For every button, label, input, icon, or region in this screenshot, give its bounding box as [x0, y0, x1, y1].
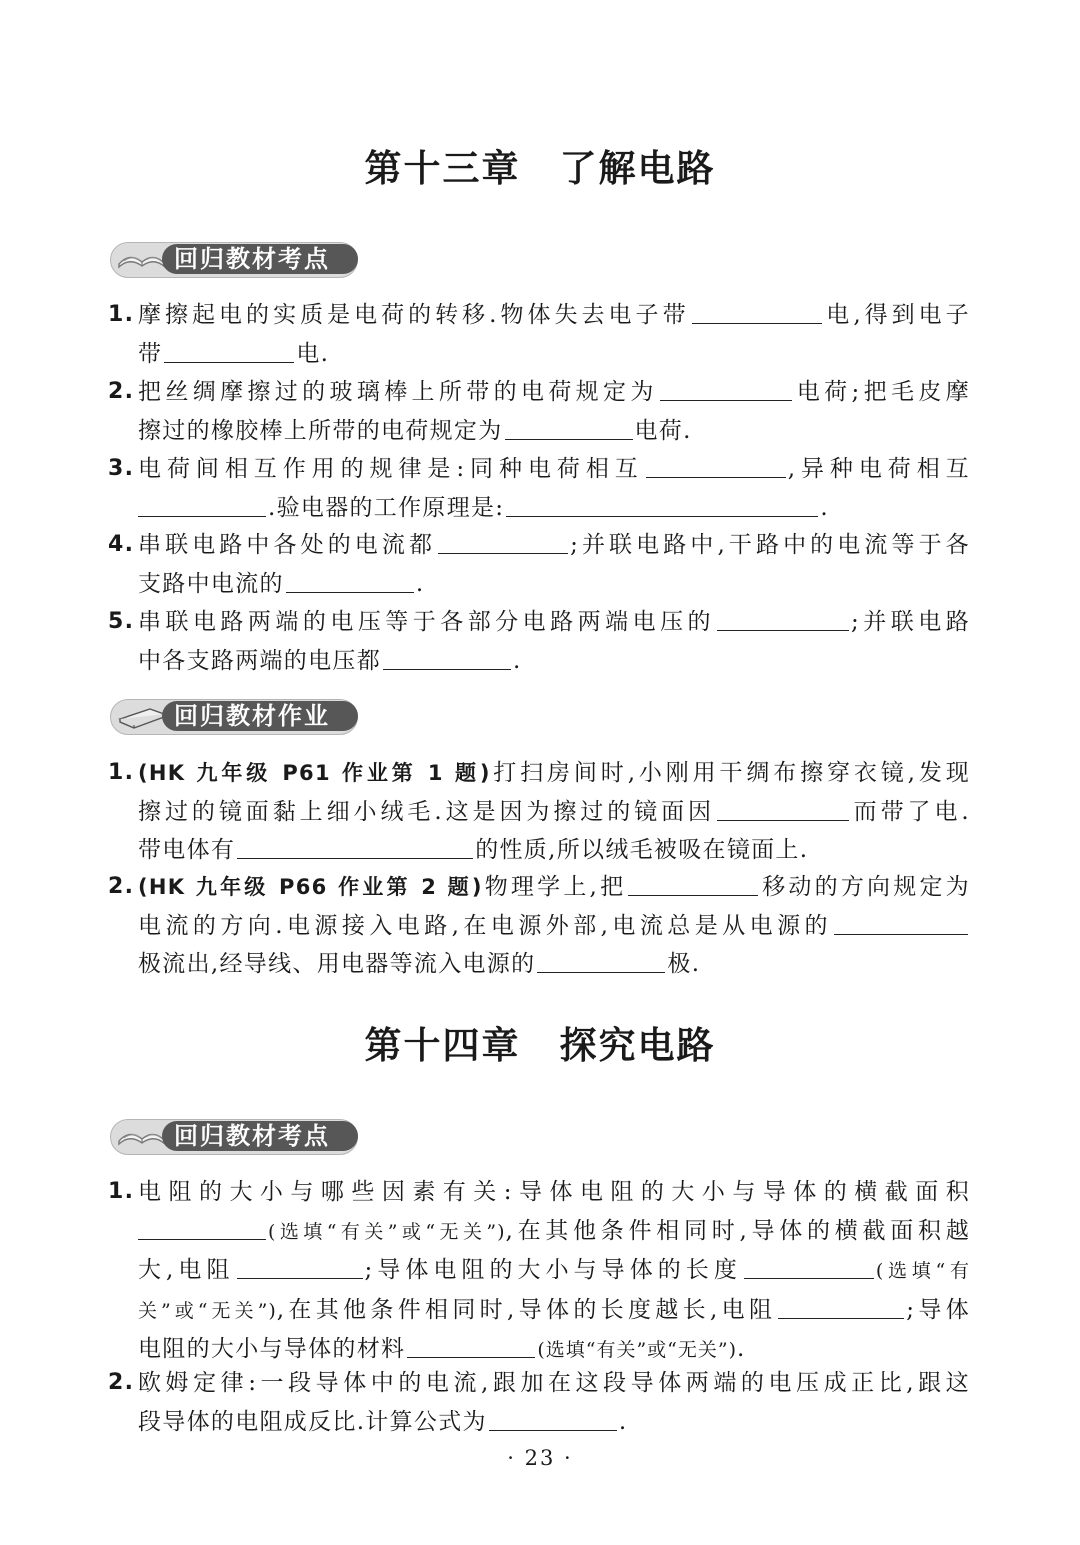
question-13-1: 1. 摩擦起电的实质是电荷的转移.物体失去电子带 电,得到电子 带 电.	[108, 296, 970, 373]
homework-13-2: 2. (HK 九年级 P66 作业第 2 题)物理学上,把 移动的方向规定为 电流的方向.电源接入电路,在电源外部,电流总是从电源的 极流出,经导线、用电器等流入电源的 极.	[108, 868, 970, 984]
answer-blank[interactable]	[660, 376, 792, 401]
question-13-2: 2. 把丝绸摩擦过的玻璃棒上所带的电荷规定为 电荷;把毛皮摩 擦过的橡胶棒上所带的电荷规定为 电荷.	[108, 373, 970, 450]
question-14-2: 2. 欧姆定律:一段导体中的电流,跟加在这段导体两端的电压成正比,跟这 段导体的电阻成反比.计算公式为 .	[108, 1370, 970, 1435]
answer-blank[interactable]	[138, 1215, 266, 1240]
answer-blank[interactable]	[383, 645, 511, 670]
question-13-3: 3. 电荷间相互作用的规律是:同种电荷相互 ,异种电荷相互 .验电器的工作原理是: .	[108, 450, 970, 527]
question-13-4: 4. 串联电路中各处的电流都 ;并联电路中,干路中的电流等于各 支路中电流的 .	[108, 526, 970, 603]
closed-book-icon	[116, 703, 168, 729]
answer-blank[interactable]	[407, 1333, 535, 1358]
section-banner-review-points	[110, 1117, 362, 1157]
section-label: 回归教材考点	[174, 245, 330, 273]
chapter-13-title: 第十三章 了解电路	[364, 147, 716, 190]
open-book-icon	[116, 246, 168, 272]
section-banner-review-homework	[110, 697, 362, 737]
answer-blank[interactable]	[717, 796, 849, 821]
chapter-14-title: 第十四章 探究电路	[364, 1024, 716, 1067]
answer-blank[interactable]	[505, 415, 633, 440]
answer-blank[interactable]	[237, 834, 473, 859]
homework-13-1: 1. (HK 九年级 P61 作业第 1 题)打扫房间时,小刚用干绸布擦穿衣镜,发现 擦过的镜面黏上细小绒毛.这是因为擦过的镜面因 而带了电. 带电体有 的性质,所以绒毛被吸在镜面上.	[108, 760, 970, 863]
answer-blank[interactable]	[646, 453, 786, 478]
answer-blank[interactable]	[164, 338, 294, 363]
section-banner-review-points	[110, 240, 362, 280]
section-label: 回归教材作业	[174, 702, 330, 730]
section-label: 回归教材考点	[174, 1122, 330, 1150]
answer-blank[interactable]	[628, 871, 758, 896]
open-book-icon	[116, 1123, 168, 1149]
answer-blank[interactable]	[237, 1254, 363, 1279]
page-number: · 23 ·	[507, 1446, 573, 1470]
answer-blank[interactable]	[717, 606, 849, 631]
answer-blank[interactable]	[286, 568, 414, 593]
answer-blank[interactable]	[834, 910, 968, 935]
answer-blank[interactable]	[778, 1294, 904, 1319]
answer-blank[interactable]	[506, 492, 818, 517]
answer-blank[interactable]	[692, 299, 822, 324]
answer-blank[interactable]	[744, 1254, 874, 1279]
answer-blank[interactable]	[438, 529, 568, 554]
answer-blank[interactable]	[537, 948, 665, 973]
question-13-5: 5. 串联电路两端的电压等于各部分电路两端电压的 ;并联电路 中各支路两端的电压都 .	[108, 603, 970, 680]
answer-blank[interactable]	[489, 1406, 617, 1431]
answer-blank[interactable]	[138, 492, 266, 517]
question-14-1: 1. 电阻的大小与哪些因素有关:导体电阻的大小与导体的横截面积 (选填“有关”或“无关”),在其他条件相同时,导体的横截面积越 大,电阻 ;导体电阻的大小与导体的长度 (选填“有 关”或“无关”),在其他条件相同时,导体的长度越长,电阻 ;导体 电阻的大小与导体的材料 (选填“有关”或“无关”).	[108, 1179, 970, 1362]
